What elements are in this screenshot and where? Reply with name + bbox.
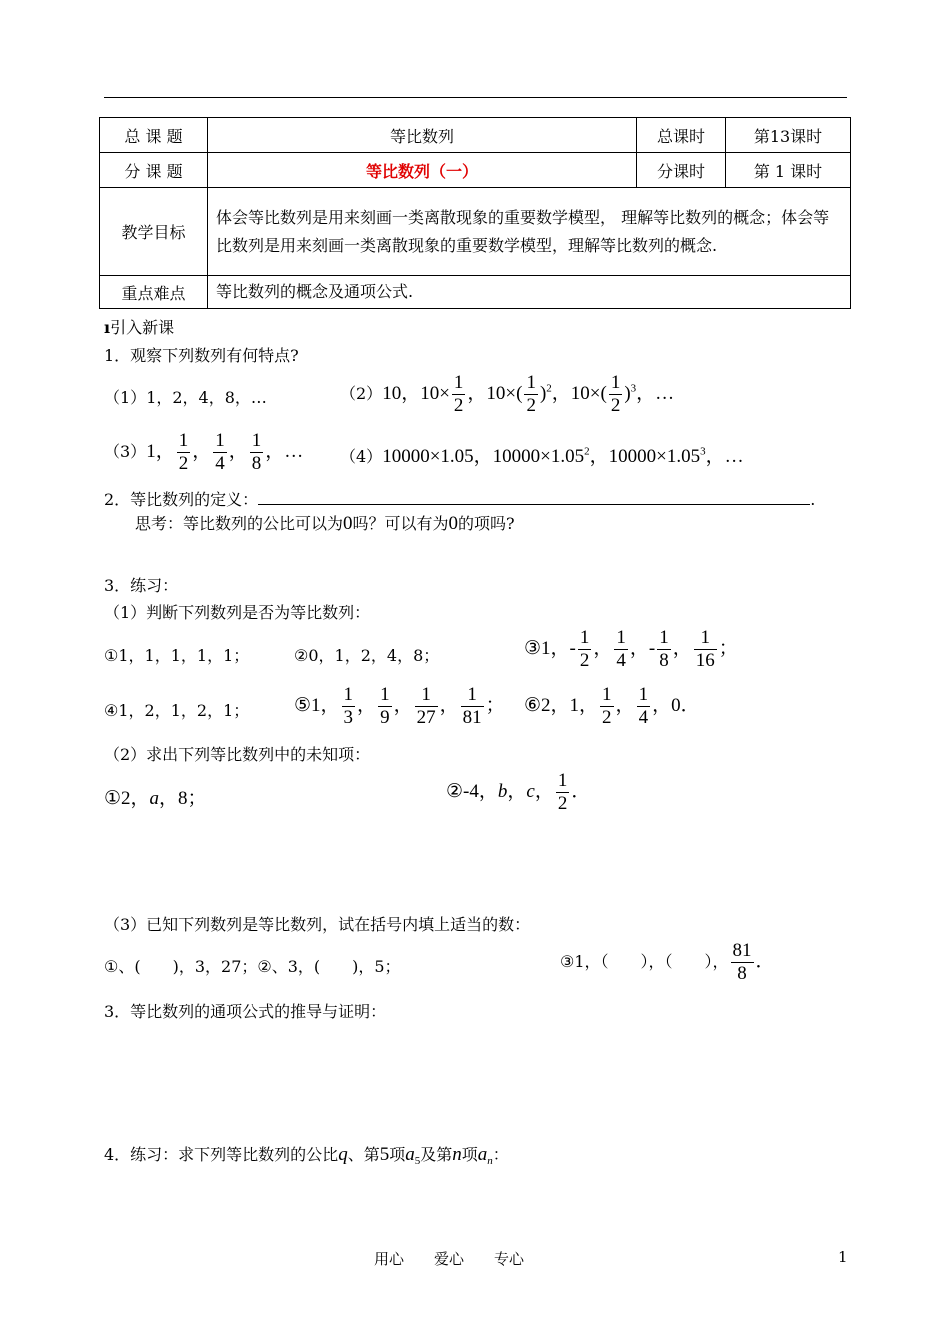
seq-2: （2）10，10× $\frac{1}{2}$ ，10×( $\frac{1}{2}$ )$^2$，10×( $\frac{1}{2}$ )$^3$，… bbox=[340, 372, 675, 416]
q3b-title: 3．等比数列的通项公式的推导与证明： bbox=[104, 1002, 387, 1021]
q1-title: 1．观察下列数列有何特点? bbox=[104, 346, 299, 365]
row1-label: 总 课 题 bbox=[100, 118, 208, 153]
think-text-3: 的项吗? bbox=[458, 514, 515, 533]
q3-p3-a: ①、( )，3，27；②、3，( )，5； bbox=[104, 957, 401, 976]
seq-4-label: （4） bbox=[340, 447, 383, 466]
row3-label: 教学目标 bbox=[100, 188, 208, 276]
sub-hours-value: 第 1 课时 bbox=[726, 153, 851, 188]
q3-p1-d: ④1，2，1，2，1； bbox=[104, 701, 250, 720]
seq-2-label: （2） bbox=[340, 384, 383, 403]
teaching-goals: 体会等比数列是用来刻画一类离散现象的重要数学模型， 理解等比数列的概念；体会等比数列是用来刻画一类离散现象的重要数学模型，理解等比数列的概念. bbox=[208, 188, 851, 276]
q3-part3: （3）已知下列数列是等比数列，试在括号内填上适当的数： bbox=[104, 915, 531, 934]
course-title: 等比数列 bbox=[208, 118, 637, 153]
key-points: 等比数列的概念及通项公式. bbox=[208, 276, 851, 309]
q3-p1-c: ③1，- $\frac{1}{2}$ ， $\frac{1}{4}$ ，- $\frac{1}{8}$ ， $\frac{1}{16}$ ； bbox=[524, 627, 738, 671]
total-hours-label: 总课时 bbox=[637, 118, 726, 153]
q2-end: . bbox=[810, 490, 816, 509]
intro-text: 引入新课 bbox=[110, 318, 175, 337]
seq-4: （4）10000×1.05，$10000\times 1.05^2$，$10000\times 1.05^3$，… bbox=[340, 445, 744, 467]
q2-title: 2．等比数列的定义： bbox=[104, 490, 259, 509]
q4-text-6: ： bbox=[492, 1145, 509, 1164]
q4-text-4: 及第 bbox=[420, 1145, 453, 1164]
think-text-2: 吗？可以有为 bbox=[352, 514, 449, 533]
q3-p1-a: ①1，1，1，1，1； bbox=[104, 646, 250, 665]
sub-hours-label: 分课时 bbox=[637, 153, 726, 188]
footer-motto: 用心 爱心 专心 bbox=[374, 1250, 525, 1268]
q3-part2: （2）求出下列等比数列中的未知项： bbox=[104, 745, 371, 764]
seq-3-label: （3） bbox=[104, 442, 147, 461]
q3-p2-a: ①2，a，8； bbox=[104, 788, 207, 809]
q3-p1-e: ⑤1， $\frac{1}{3}$ ， $\frac{1}{9}$ ， $\frac{1}{27}$ ， $\frac{1}{81}$ ； bbox=[294, 684, 505, 728]
total-hours-value: 第13课时 bbox=[726, 118, 851, 153]
seq-1 bbox=[104, 385, 267, 408]
q3-title: 3．练习： bbox=[104, 576, 179, 595]
row4-label: 重点难点 bbox=[100, 276, 208, 309]
q4-title: 4．练习：求下列等比数列的公比q、第5项$a_5$及第n项$a_n$： bbox=[104, 1144, 509, 1168]
q2-definition bbox=[104, 487, 815, 510]
seq-3: （3）1， $\frac{1}{2}$ ， $\frac{1}{4}$ ， $\frac{1}{8}$ ，… bbox=[104, 430, 304, 474]
q4-text-1: 4．练习：求下列等比数列的公比 bbox=[104, 1145, 339, 1164]
intro-heading: ı引入新课 bbox=[104, 318, 175, 337]
lesson-info-table bbox=[99, 117, 851, 309]
page-number: 1 bbox=[838, 1248, 848, 1266]
seq-1-label: （1） bbox=[104, 388, 147, 407]
definition-blank[interactable] bbox=[258, 490, 810, 505]
seq-1-text: 1，2，4，8，… bbox=[146, 388, 267, 407]
think-text-1: 思考：等比数列的公比可以为 bbox=[135, 514, 344, 533]
q2-think: 思考：等比数列的公比可以为0吗？可以有为0的项吗? bbox=[135, 513, 515, 534]
q3-part1: （1）判断下列数列是否为等比数列： bbox=[104, 603, 371, 622]
q3-p1-b: ②0，1，2，4，8； bbox=[294, 646, 440, 665]
q3-p3-b: ③1，（ ），（ ）， $\frac{81}{8}$ ． bbox=[560, 940, 775, 984]
header-rule bbox=[104, 97, 847, 98]
q4-text-3: 项 bbox=[389, 1145, 406, 1164]
lesson-title: 等比数列（一） bbox=[208, 153, 637, 188]
q3-p1-f: ⑥2，1， $\frac{1}{2}$ ， $\frac{1}{4}$ ，0． bbox=[524, 684, 700, 728]
q3-p2-b: ②-4，b，c， $\frac{1}{2}$ ． bbox=[446, 770, 591, 814]
q4-text-2: 、第 bbox=[347, 1145, 380, 1164]
q3-p3-b-text: ③1，（ ），（ ）， bbox=[560, 952, 729, 971]
q4-text-5: 项 bbox=[461, 1145, 478, 1164]
row2-label: 分 课 题 bbox=[100, 153, 208, 188]
